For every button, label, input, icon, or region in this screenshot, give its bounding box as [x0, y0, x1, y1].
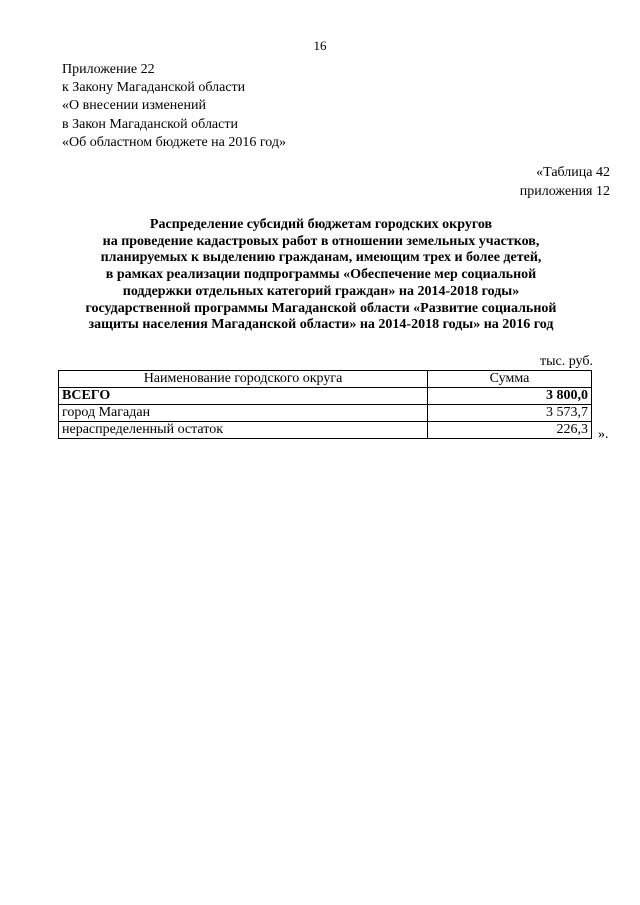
- title-line: государственной программы Магаданской области «Развитие социальной: [85, 300, 557, 316]
- appendix-line: в Закон Магаданской области: [62, 116, 238, 132]
- row-amount: 3 573,7: [428, 405, 592, 422]
- title-line: на проведение кадастровых работ в отношении земельных участков,: [102, 233, 540, 249]
- appendix-line: «Об областном бюджете на 2016 год»: [62, 134, 286, 150]
- table-row: [59, 422, 592, 439]
- title-line: Распределение субсидий бюджетам городских округов: [149, 217, 493, 232]
- row-name: нераспределенный остаток: [59, 422, 428, 439]
- table-row: [59, 405, 592, 422]
- title-line: в рамках реализации подпрограммы «Обеспечение мер социальной: [105, 267, 537, 283]
- document-title: [40, 217, 602, 334]
- row-name: город Магадан: [59, 405, 428, 422]
- units-label: тыс. руб.: [540, 354, 593, 369]
- table-row-total: [59, 388, 592, 405]
- subsidy-table: [58, 370, 592, 439]
- table-reference-line: «Таблица 42: [536, 165, 610, 180]
- row-name: ВСЕГО: [59, 388, 428, 405]
- appendix-line: «О внесении изменений: [62, 98, 206, 114]
- appendix-line: к Закону Магаданской области: [62, 80, 246, 96]
- title-line: планируемых к выделению гражданам, имеющим трех и более детей,: [100, 250, 542, 266]
- page-number: 16: [313, 38, 327, 53]
- table-reference: [520, 163, 610, 201]
- appendix-line: Приложение 22: [62, 62, 155, 77]
- table-reference-line: приложения 12: [519, 184, 610, 199]
- table-header-row: [59, 371, 592, 388]
- closing-quote-mark: ».: [598, 427, 609, 442]
- title-line: поддержки отдельных категорий граждан» на 2014-2018 годы»: [122, 283, 520, 299]
- row-amount: 226,3: [428, 422, 592, 439]
- column-header-amount: Сумма: [428, 371, 592, 388]
- appendix-block: [62, 61, 286, 152]
- row-amount: 3 800,0: [428, 388, 592, 405]
- title-line: защиты населения Магаданской области» на 2014-2018 годы» на 2016 год: [88, 317, 554, 333]
- column-header-name: Наименование городского округа: [59, 371, 428, 388]
